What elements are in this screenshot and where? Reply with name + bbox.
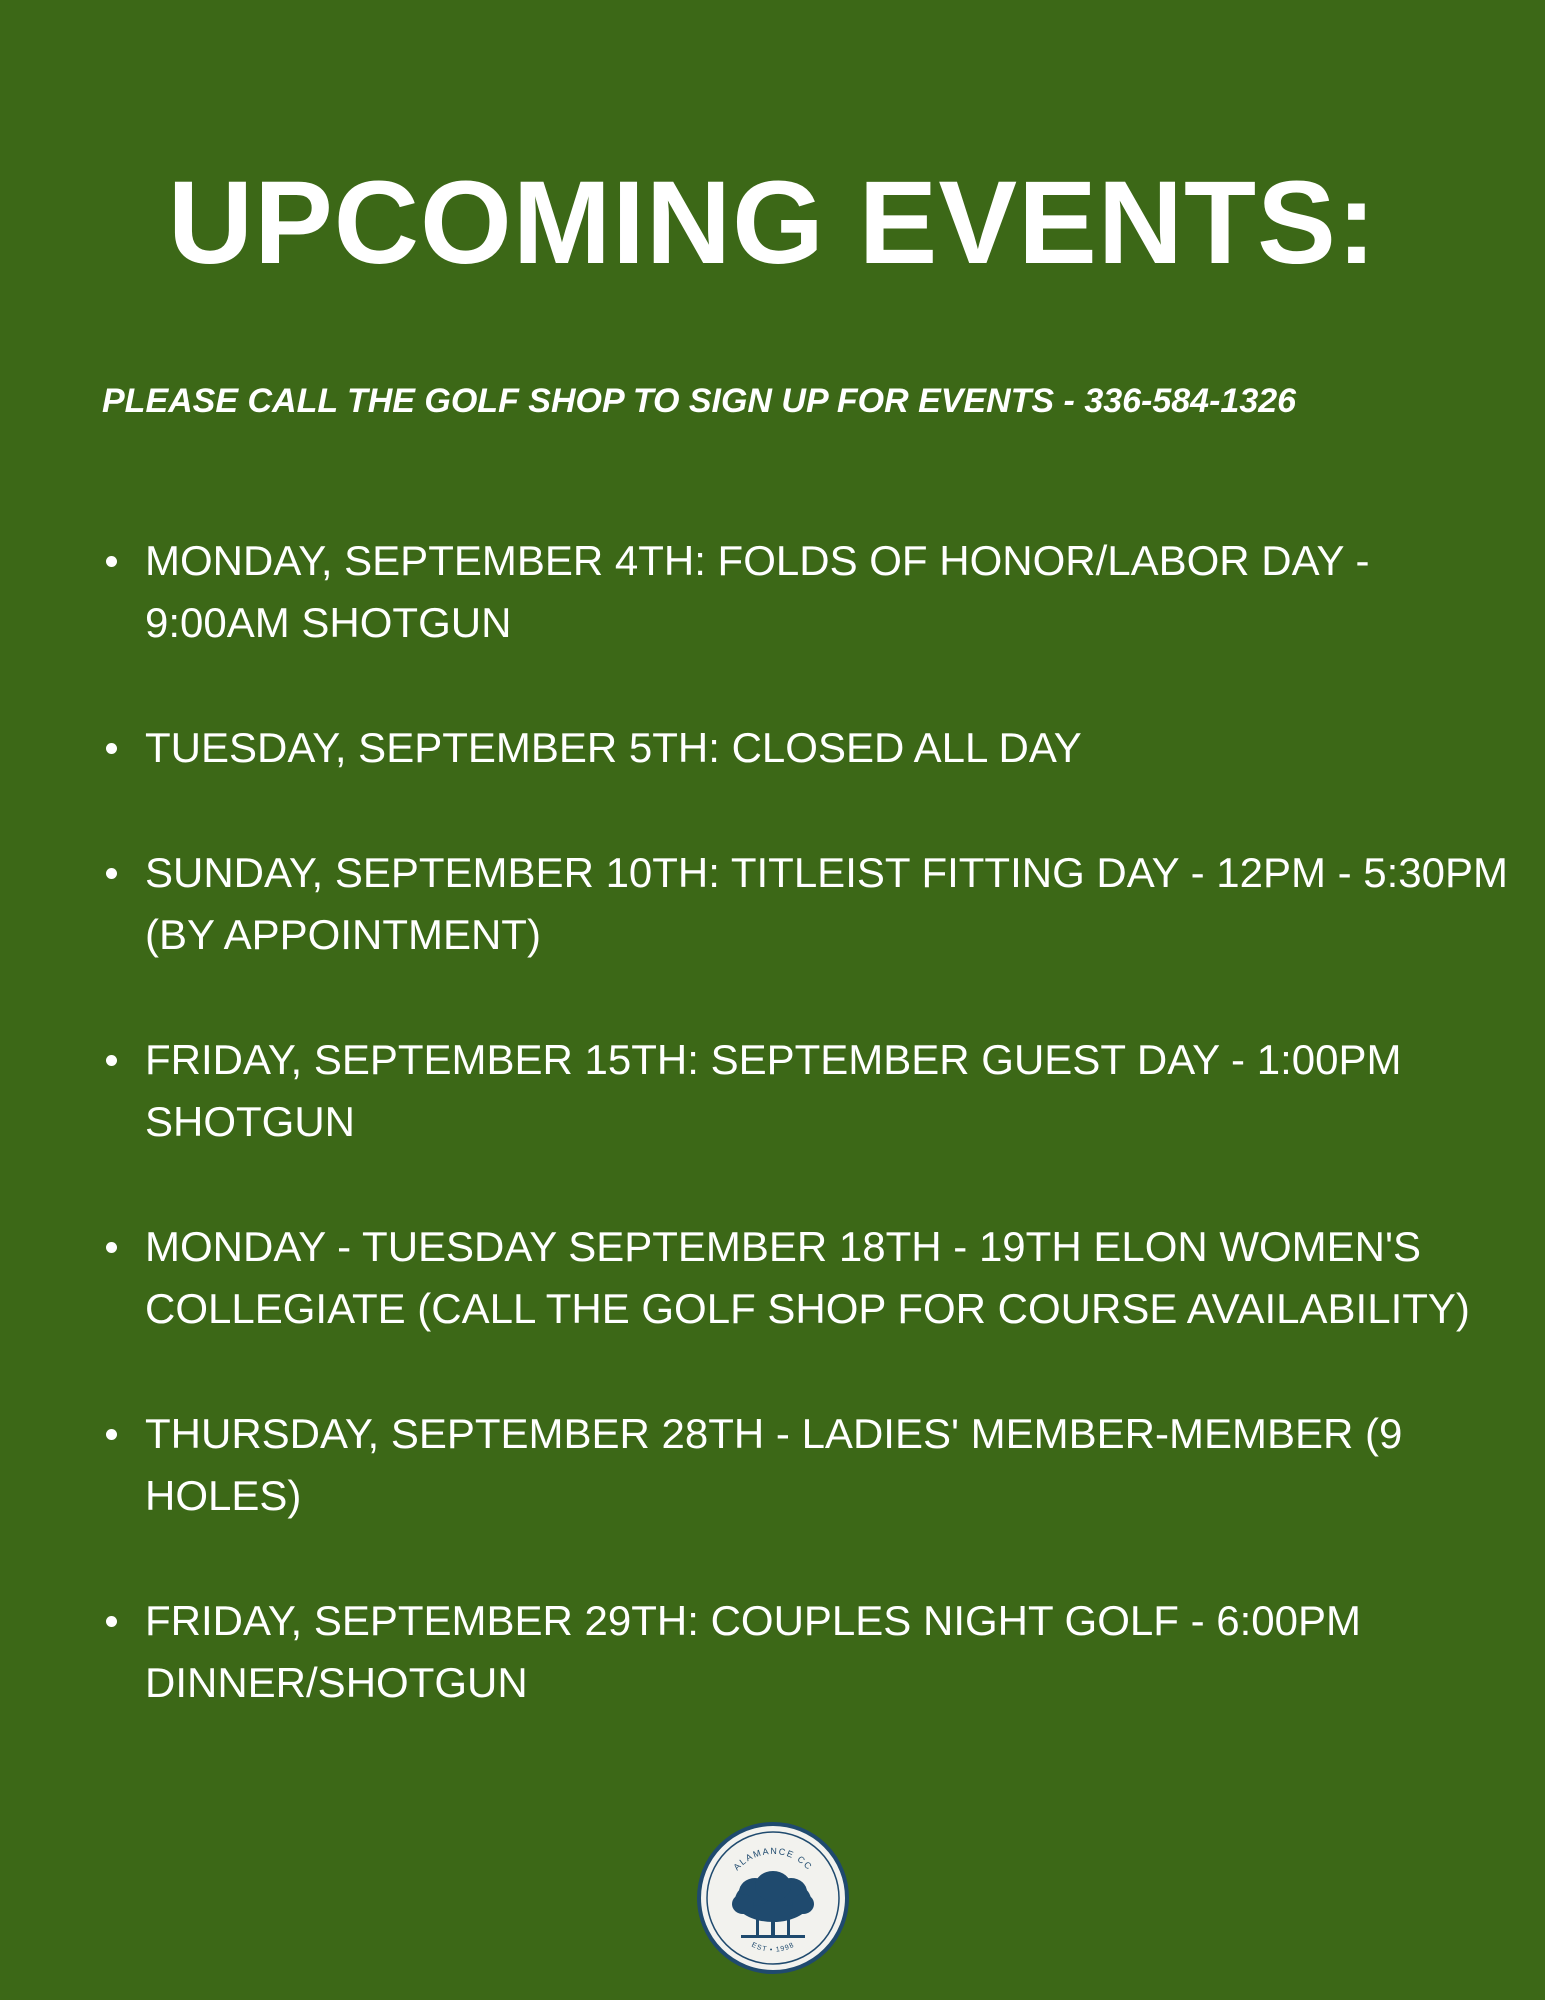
bullet-icon: [106, 1242, 117, 1253]
event-text: FRIDAY, SEPTEMBER 29TH: COUPLES NIGHT GOLF - 6:00PM DINNER/SHOTGUN: [145, 1597, 1361, 1706]
event-text: THURSDAY, SEPTEMBER 28TH - LADIES' MEMBER-MEMBER (9 HOLES): [145, 1410, 1403, 1519]
club-logo-icon: [697, 1822, 849, 1974]
list-item: [102, 530, 1502, 654]
signup-instructions: PLEASE CALL THE GOLF SHOP TO SIGN UP FOR EVENTS - 336-584-1326: [102, 382, 1297, 420]
bullet-icon: [106, 868, 117, 879]
list-item: [102, 1590, 1502, 1714]
event-text: FRIDAY, SEPTEMBER 15TH: SEPTEMBER GUEST DAY - 1:00PM SHOTGUN: [145, 1036, 1402, 1145]
list-item: [102, 717, 1502, 779]
list-item: [102, 1403, 1502, 1527]
bullet-icon: [106, 1429, 117, 1440]
list-item: [102, 1216, 1502, 1340]
logo-bottom-text: EST • 1998: [750, 1941, 796, 1954]
bullet-icon: [106, 1616, 117, 1627]
event-text: MONDAY - TUESDAY SEPTEMBER 18TH - 19TH ELON WOMEN'S COLLEGIATE (CALL THE GOLF SHOP FOR COURSE AVAILABILITY): [145, 1223, 1470, 1332]
bullet-icon: [106, 556, 117, 567]
event-text: SUNDAY, SEPTEMBER 10TH: TITLEIST FITTING DAY - 12PM - 5:30PM (BY APPOINTMENT): [145, 849, 1509, 958]
bullet-icon: [106, 743, 117, 754]
page-title: UPCOMING EVENTS:: [167, 157, 1378, 289]
logo-top-text: ALAMANCE CC: [731, 1845, 815, 1873]
event-text: MONDAY, SEPTEMBER 4TH: FOLDS OF HONOR/LABOR DAY - 9:00AM SHOTGUN: [145, 537, 1370, 646]
bullet-icon: [106, 1055, 117, 1066]
events-list: [102, 530, 1509, 1777]
list-item: [102, 1029, 1502, 1153]
list-item: [102, 842, 1509, 966]
event-text: TUESDAY, SEPTEMBER 5TH: CLOSED ALL DAY: [145, 724, 1082, 771]
